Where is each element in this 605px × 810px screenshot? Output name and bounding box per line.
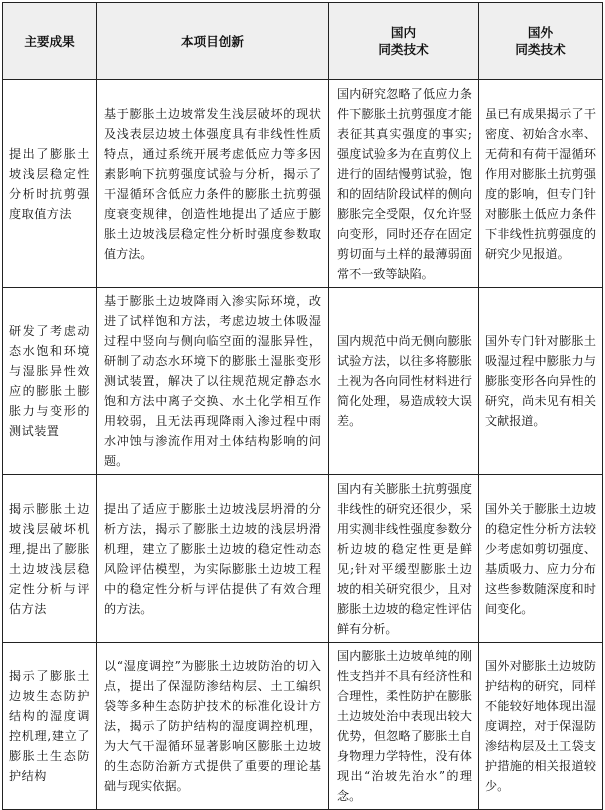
achievement-cell: 提出了膨胀土坡浅层稳定性分析时抗剪强度取值方法 — [3, 80, 97, 288]
achievement-cell: 揭示了膨胀土边坡生态防护结构的湿度调控机理,建立了膨胀土生态防护结构 — [3, 643, 97, 810]
foreign-cell: 国外关于膨胀土边坡的稳定性分析方法较少考虑如剪切强度、基质吸力、应力分布这些参数随深度和时间变化。 — [479, 475, 603, 643]
innovation-cell: 基于膨胀土边坡常发生浅层破坏的现状及浅表层边坡土体强度具有非线性性质特点，通过系统开展考虑低应力等多因素影响下抗剪强度试验与分析，揭示了干湿循环含低应力条件的膨胀土抗剪强度衰变规律，创造性地提出了适应于膨胀土边坡浅层稳定性分析时强度参数取值方法。 — [97, 80, 329, 288]
table-row — [3, 475, 603, 643]
header-main-results: 主要成果 — [3, 3, 97, 80]
innovation-cell: 提出了适应于膨胀土边坡浅层坍滑的分析方法，揭示了膨胀土边坡的浅层坍滑机理，建立了膨胀土边坡的稳定性动态风险评估模型，为实际膨胀土边坡工程中的稳定性分析与评估提供了有效合理的方法。 — [97, 475, 329, 643]
domestic-cell: 国内研究忽略了低应力条件下膨胀土抗剪强度才能表征其真实强度的事实;强度试验多为在直剪仪上进行的固结慢剪试验，饱和的固结阶段试样的侧向膨胀完全受限，仅允许竖向变形，同时还存在固定剪切面与土样的最薄弱面常不一致等缺陷。 — [329, 80, 479, 288]
innovation-cell: 基于膨胀土边坡降雨入渗实际环境，改进了试样饱和方法，考虑边坡土体吸湿过程中竖向与侧向临空面的湿胀异性，研制了动态水环境下的膨胀土湿胀变形测试装置，解决了以往规范规定静态水饱和方法中离子交换、水土化学相互作用较弱，且无法再现降雨入渗过程中雨水冲蚀与渗流作用对土体结构影响的问题。 — [97, 288, 329, 475]
innovation-cell: 以“湿度调控”为膨胀土边坡防治的切入点，提出了保湿防渗结构层、土工编织袋等多种生态防护技术的标准化设计方法，揭示了防护结构的湿度调控机理，为大气干湿循环显著影响区膨胀土边坡的生态防治新方式提供了重要的理论基础与现实依据。 — [97, 643, 329, 810]
achievement-cell: 研发了考虑动态水饱和环境与湿胀异性效应的膨胀土膨胀力与变形的测试装置 — [3, 288, 97, 475]
header-innovation: 本项目创新 — [97, 3, 329, 80]
table-row — [3, 643, 603, 810]
domestic-cell: 国内有关膨胀土抗剪强度非线性的研究还很少，采用实测非线性强度参数分析边坡的稳定性更是鲜见;针对平缓型膨胀土边坡的相关研究很少，且对膨胀土边坡的稳定性评估鲜有分析。 — [329, 475, 479, 643]
header-domestic-tech: 国内 同类技术 — [329, 3, 479, 80]
table-header-row — [3, 3, 603, 80]
header-foreign-tech: 国外 同类技术 — [479, 3, 603, 80]
domestic-cell: 国内膨胀土边坡单纯的刚性支挡并不具有经济性和合理性，柔性防护在膨胀土边坡处治中表现出较大优势，但忽略了膨胀土自身物理力学特性，没有体现出“治坡先治水”的理念。 — [329, 643, 479, 810]
comparison-table — [2, 2, 603, 810]
foreign-cell: 国外专门针对膨胀土吸湿过程中膨胀力与膨胀变形各向异性的研究，尚未见有相关文献报道。 — [479, 288, 603, 475]
foreign-cell: 虽已有成果揭示了干密度、初始含水率、无荷和有荷干湿循环作用对膨胀土抗剪强度的影响，但专门针对膨胀土低应力条件下非线性抗剪强度的研究少见报道。 — [479, 80, 603, 288]
table-row — [3, 288, 603, 475]
achievement-cell: 揭示膨胀土边坡浅层破坏机理,提出了膨胀土边坡浅层稳定性分析与评估方法 — [3, 475, 97, 643]
domestic-cell: 国内规范中尚无侧向膨胀试验方法，以往多将膨胀土视为各向同性材料进行简化处理，易造成较大误差。 — [329, 288, 479, 475]
table-row — [3, 80, 603, 288]
foreign-cell: 国外对膨胀土边坡防护结构的研究，同样不能较好地体现出湿度调控，对于保湿防渗结构层及土工袋支护措施的相关报道较少。 — [479, 643, 603, 810]
